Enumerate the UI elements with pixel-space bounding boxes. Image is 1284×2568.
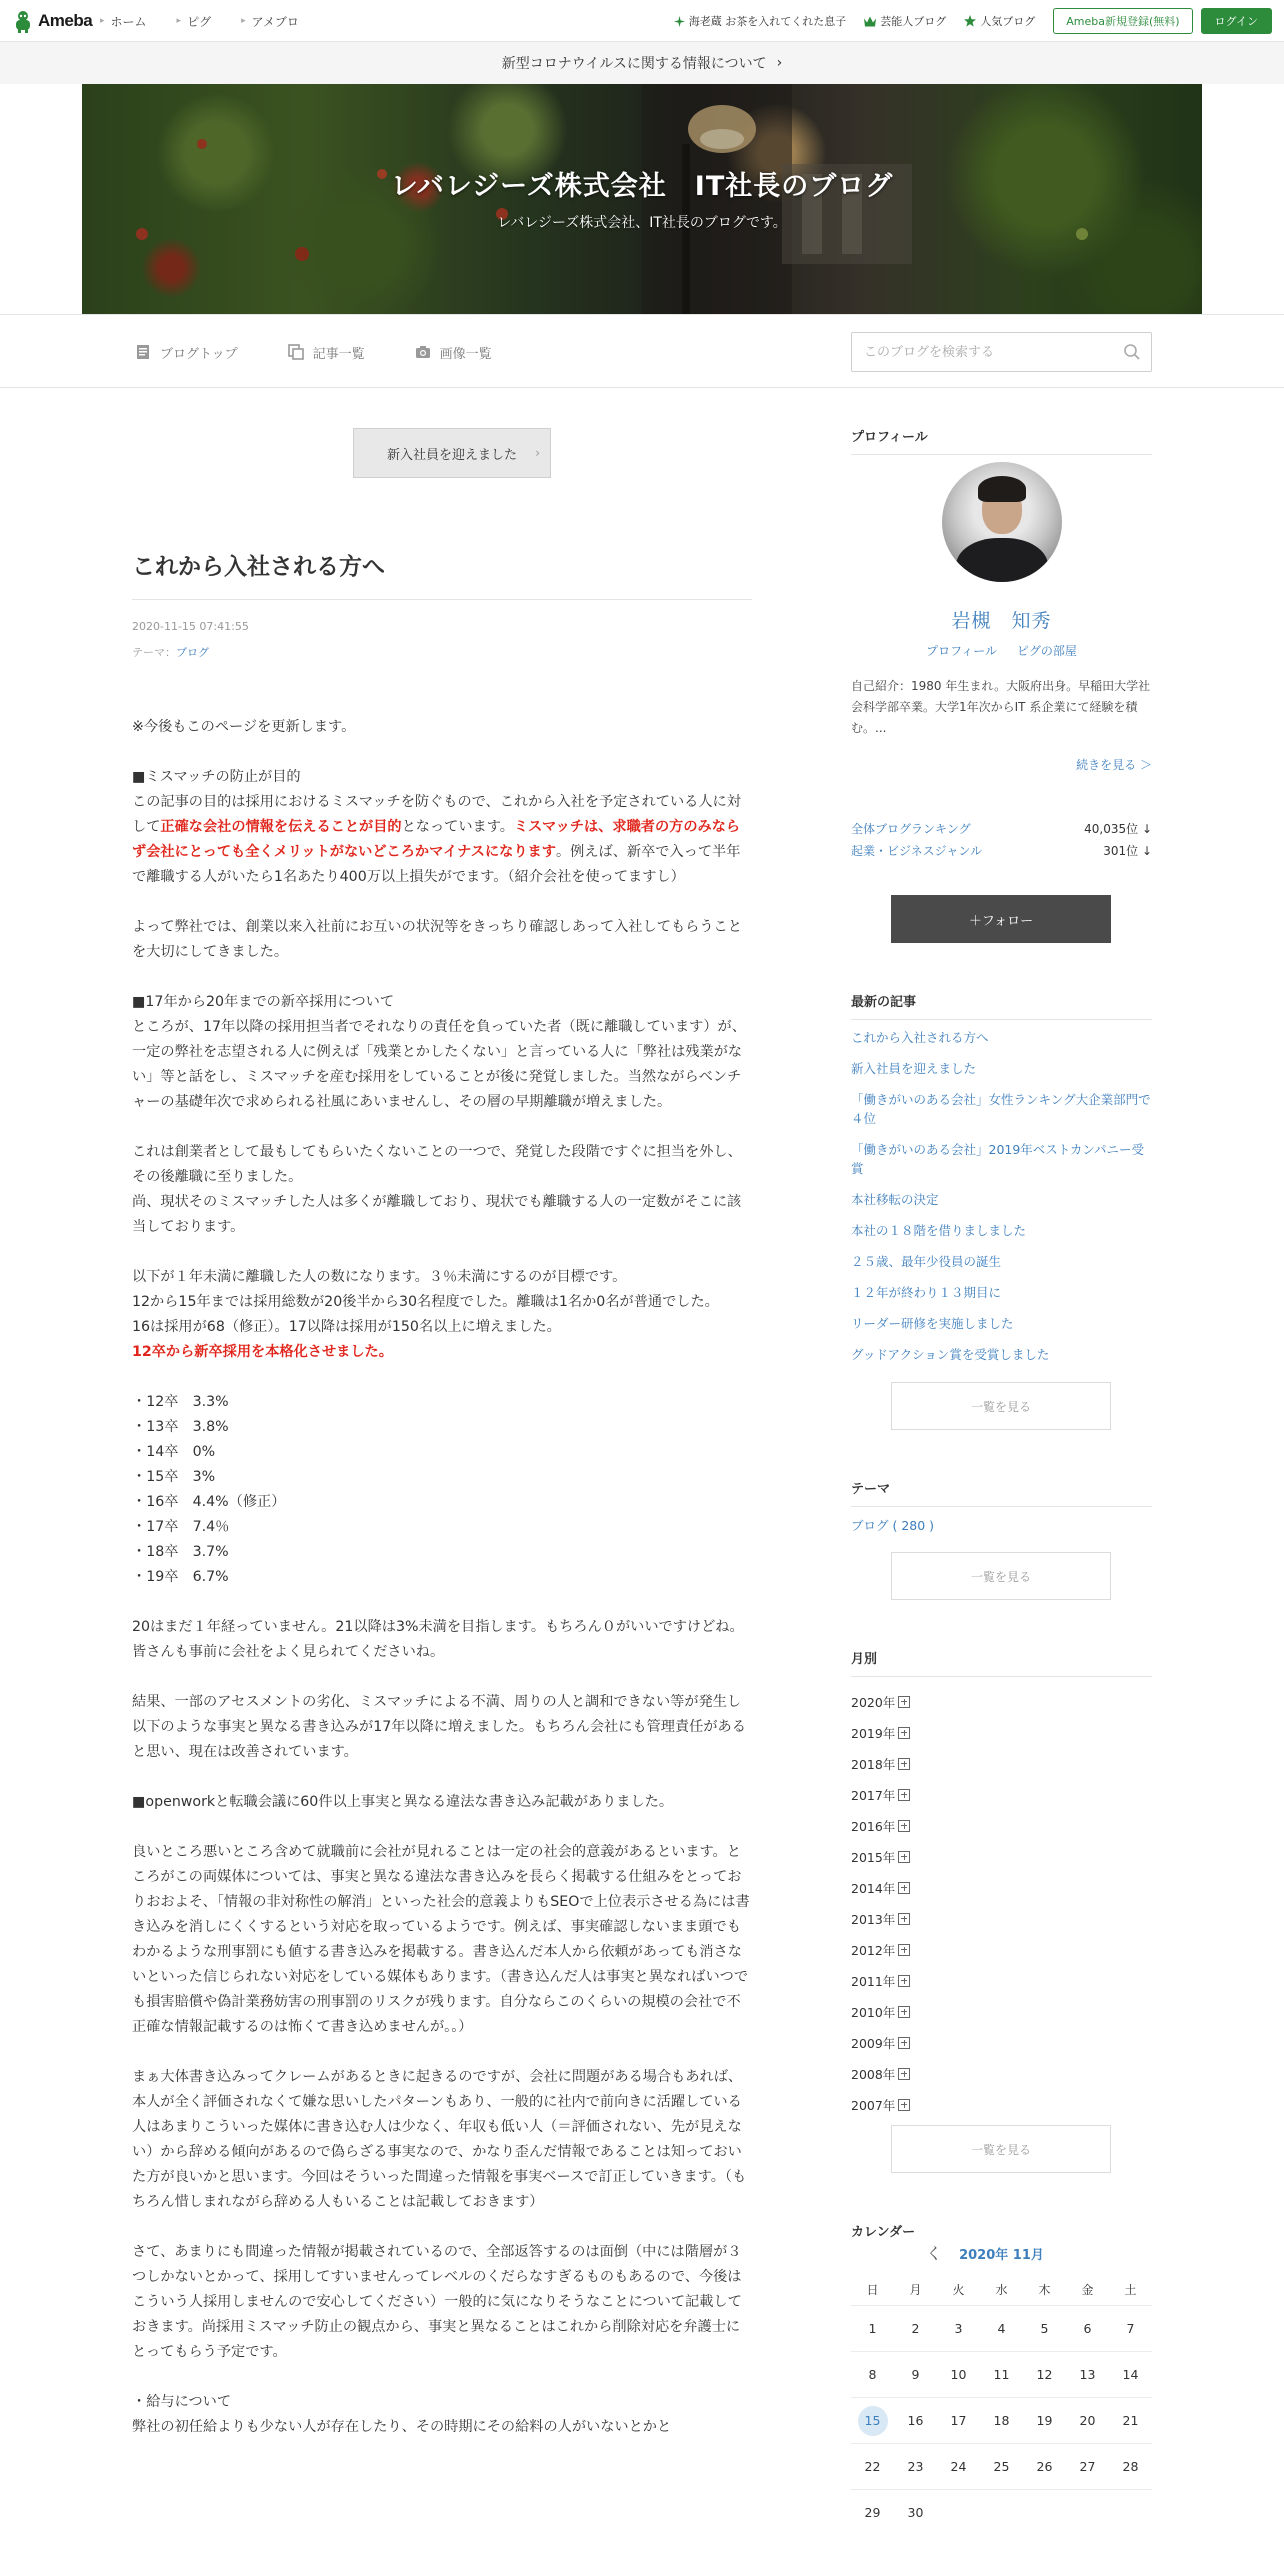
rate-item: ・13卒 3.8%	[132, 1419, 229, 1435]
month-label: 2013年	[851, 1911, 896, 1927]
month-label: 2015年	[851, 1849, 896, 1865]
article-theme-link[interactable]: ブログ	[176, 646, 209, 659]
today-marker: 15	[858, 2406, 888, 2436]
chevron-right-icon: ▸	[241, 16, 246, 26]
month-item[interactable]	[851, 1903, 1152, 1934]
related-article-button[interactable]	[353, 428, 551, 478]
weekday-label: 日	[866, 2282, 879, 2297]
blog-title[interactable]: レバレジーズ株式会社 IT社長のブログ	[390, 171, 894, 202]
paragraph: よって弊社では、創業以来入社前にお互いの状況等をきっちり確認しあって入社してもらうことを大切にしてきました。	[132, 919, 742, 960]
paragraph: ところが、17年以降の採用担当者でそれなりの責任を負っていた者（既に離職しています）が、一定の弊社を志望される人に例えば「残業とかしたくない」と言っている人に「弊社は残業がない」等と話をし、ミスマッチを産む採用をしていることが後に発覚しました。当然ながらベンチャーの基礎年次で求められる社風にあいませんし、その層の早期離職が増えました。	[132, 1019, 746, 1110]
month-item[interactable]	[851, 2058, 1152, 2089]
blank-line	[132, 2215, 752, 2240]
calendar-day: 11	[993, 2367, 1010, 2382]
calendar-day: 5	[1040, 2321, 1049, 2336]
calendar-day: 3	[954, 2321, 963, 2336]
blank-line	[132, 1240, 752, 1265]
nav-home[interactable]	[100, 13, 147, 30]
ranking-label: 起業・ビジネスジャンル	[851, 844, 983, 858]
rate-item: ・12卒 3.3%	[132, 1394, 229, 1410]
camera-icon	[415, 344, 431, 360]
calendar-day: 27	[1079, 2459, 1096, 2474]
profile-heading: プロフィール	[851, 426, 1152, 455]
read-more-link[interactable]: 続きを見る ＞	[1076, 758, 1152, 772]
calendar-day: 17	[950, 2413, 967, 2428]
calendar-day: 10	[950, 2367, 967, 2382]
paragraph: まぁ大体書き込みってクレームがあるときに起きるのですが、会社に問題がある場合もあれば、本人が全く評価されなくて嫌な思いしたパターンもあり、一般的に社内で前向きに活躍している人はあまりこういった媒体に書き込む人は少なく、年収も低い人（＝評価されない、先が見えない）から辞める傾向があるので偽らざる事実なので、かなり歪んだ情報であることは知っておいた方が良いかと思います。今回はそういった間違った情報を事実ベースで訂正していきます。（もちろん惜しまれながら辞める人もいることは記載しておきます）	[132, 2069, 747, 2210]
profile-links	[851, 642, 1152, 659]
trending-link[interactable]	[674, 13, 847, 29]
month-label: 2019年	[851, 1725, 896, 1741]
calendar-weekday-row	[851, 2273, 1152, 2306]
month-item[interactable]	[851, 1686, 1152, 1717]
highlighted-text: 正確な会社の情報を伝えることが目的	[160, 819, 402, 835]
month-item[interactable]	[851, 2027, 1152, 2058]
paragraph: 以下が１年未満に離職した人の数になります。３％未満にするのが目標です。	[132, 1269, 627, 1285]
blank-line	[132, 965, 752, 990]
rate-item: ・18卒 3.7%	[132, 1544, 229, 1560]
nav-pigg-label: ピグ	[187, 14, 212, 29]
document-icon	[135, 344, 151, 360]
calendar-month: 2020年 11月	[959, 2247, 1044, 2263]
month-item[interactable]	[851, 1841, 1152, 1872]
text: 。例えば、新卒で入って半年で離職する人がいたら1名あたり400万以上損失がでます。（紹介会社を使ってますし）	[132, 844, 741, 885]
recent-article-link[interactable]: グッドアクション賞を受賞しました	[851, 1347, 1050, 1362]
calendar-heading: カレンダー	[851, 2225, 916, 2240]
paragraph: 尚、現状そのミスマッチした人は多くが離職しており、現状でも離職する人の一定数がそこに該当しております。	[132, 1194, 742, 1235]
weekday-label: 火	[952, 2282, 965, 2297]
calendar-day	[1023, 2490, 1066, 2535]
month-label: 2016年	[851, 1818, 896, 1834]
ameba-logo[interactable]	[12, 8, 92, 34]
article-date: 2020-11-15 07:41:55	[132, 620, 249, 633]
trending-link-label: 海老蔵 お茶を入れてくれた息子	[688, 15, 847, 28]
expand-icon[interactable]	[898, 2006, 910, 2018]
pig-room-link[interactable]: ピグの部屋	[1016, 644, 1077, 658]
nav-article-list-label: 記事一覧	[312, 346, 365, 362]
expand-icon[interactable]	[898, 1851, 910, 1863]
blog-search	[851, 332, 1152, 372]
weekday-label: 金	[1081, 2282, 1094, 2297]
highlighted-paragraph: 12卒から新卒採用を本格化させました。	[132, 1344, 393, 1360]
nav-article-list[interactable]	[288, 343, 365, 362]
monthly-list-more-button[interactable]: 一覧を見る	[891, 2125, 1111, 2173]
recent-article-link[interactable]: ２５歳、最年少役員の誕生	[851, 1254, 1002, 1269]
blog-nav	[0, 314, 1284, 388]
calendar-day: 18	[993, 2413, 1010, 2428]
ranking-genre[interactable]	[851, 842, 1152, 859]
profile-link[interactable]: プロフィール	[926, 644, 997, 658]
avatar[interactable]	[942, 462, 1062, 582]
expand-icon[interactable]	[898, 1758, 910, 1770]
calendar-day	[980, 2490, 1023, 2535]
recent-article-link[interactable]: 「働きがいのある会社」女性ランキング大企業部門で４位	[851, 1092, 1151, 1126]
header-right	[656, 0, 1272, 42]
text: この記事の目的は採用におけるミスマッチを防ぐもので、これから入社を予定されている人に対して	[132, 794, 741, 835]
recent-article-link[interactable]: 新入社員を迎えました	[851, 1061, 977, 1076]
paragraph: 20はまだ１年経っていません。21以降は3%未満を目指します。もちろん０がいいですけどね。皆さんも事前に会社をよく見られてくださいね。	[132, 1619, 744, 1660]
calendar-week	[851, 2490, 1152, 2535]
month-label: 2018年	[851, 1756, 896, 1772]
expand-icon[interactable]	[898, 2099, 910, 2111]
ranking-label: 全体ブログランキング	[851, 822, 971, 836]
blog-search-input[interactable]	[852, 333, 1112, 371]
ameba-logo-text: Ameba	[38, 11, 93, 30]
expand-icon[interactable]	[898, 1789, 910, 1801]
calendar-week	[851, 2398, 1152, 2444]
month-item[interactable]	[851, 1934, 1152, 1965]
expand-icon[interactable]	[898, 1727, 910, 1739]
ranking-overall[interactable]	[851, 820, 1152, 837]
rate-item: ・19卒 6.7%	[132, 1569, 229, 1585]
monthly-archive-list	[851, 1686, 1152, 2120]
paragraph: 良いところ悪いところ含めて就職前に会社が見れることは一定の社会的意義があるといます。ところがこの両媒体については、事実と異なる違法な書き込みを長らく掲載する仕組みをとっておりおおよそ、「情報の非対称性の解消」といった社会的意義よりもSEOで上位表示させる為には書き込みを消しにくくするという対応を取っているようです。例えば、事実確認しないまま頭でもわかるような刑事罰にも値する書き込みを掲載する。書き込んだ本人から依頼があっても消さないといった信じられない対応をしている媒体もあります。（書き込んだ人は事実と異なればいつでも損害賠償や偽計業務妨害の刑事罰のリスクが残ります。自分ならこのくらいの規模の会社で不正確な情報記載するのは怖くて書き込めませんが。。）	[132, 1844, 750, 2035]
calendar-prev-button[interactable]: く	[926, 2244, 943, 2263]
month-item[interactable]	[851, 1810, 1152, 1841]
follow-button[interactable]: ＋フォロー	[891, 895, 1111, 943]
text: となっています。	[401, 819, 514, 835]
calendar-day: 9	[911, 2367, 920, 2382]
avatar-hair	[978, 476, 1026, 502]
recent-article-link[interactable]: これから入社される方へ	[851, 1030, 989, 1045]
rate-item: ・17卒 7.4％	[132, 1519, 230, 1535]
nav-image-list-label: 画像一覧	[439, 346, 492, 362]
weekday-label: 水	[995, 2282, 1008, 2297]
month-item[interactable]	[851, 1748, 1152, 1779]
global-header	[0, 0, 1284, 42]
month-label: 2008年	[851, 2066, 896, 2082]
calendar-day: 20	[1079, 2413, 1096, 2428]
blank-line	[132, 740, 752, 765]
calendar-day: 22	[864, 2459, 881, 2474]
nav-ameblo[interactable]	[241, 13, 299, 30]
month-label: 2020年	[851, 1694, 896, 1710]
blank-line	[132, 1765, 752, 1790]
expand-icon[interactable]	[898, 2068, 910, 2080]
blank-line	[132, 1115, 752, 1140]
search-icon[interactable]	[1123, 343, 1141, 361]
calendar-day: 14	[1122, 2367, 1139, 2382]
blank-line	[132, 1815, 752, 1840]
paragraph	[132, 790, 752, 890]
expand-icon[interactable]	[898, 1696, 910, 1708]
theme-list-more-button[interactable]: 一覧を見る	[891, 1552, 1111, 1600]
month-item[interactable]	[851, 1996, 1152, 2027]
calendar-day: 26	[1036, 2459, 1053, 2474]
popular-blog-label: 人気ブログ	[980, 15, 1036, 28]
chevron-right-icon: ›	[776, 55, 783, 71]
chevron-right-icon: ▸	[176, 16, 182, 26]
calendar-day: 28	[1122, 2459, 1139, 2474]
article-title[interactable]: これから入社される方へ	[132, 548, 752, 600]
calendar-day: 8	[868, 2367, 877, 2382]
calendar-day	[937, 2490, 980, 2535]
sparkle-icon	[674, 16, 685, 27]
calendar-day: 12	[1036, 2367, 1053, 2382]
calendar-week	[851, 2306, 1152, 2352]
month-label: 2011年	[851, 1973, 896, 1989]
celebrity-blog-label: 芸能人ブログ	[880, 15, 947, 28]
month-label: 2012年	[851, 1942, 896, 1958]
profile-intro: 自己紹介：1980 年生まれ。大阪府出身。早稲田大学社会科学部卒業。大学1年次からIT 系企業にて経験を積む。...	[851, 679, 1151, 735]
nav-blog-top[interactable]	[135, 343, 238, 362]
calendar-week	[851, 2444, 1152, 2490]
register-button[interactable]: Ameba新規登録(無料)	[1053, 8, 1192, 34]
global-nav	[100, 0, 329, 42]
expand-icon[interactable]	[898, 1975, 910, 1987]
recent-article-link[interactable]: １２年が終わり１３期目に	[851, 1285, 1002, 1300]
weekday-label: 木	[1038, 2282, 1051, 2297]
calendar-week	[851, 2352, 1152, 2398]
copy-icon	[288, 344, 304, 360]
calendar-day: 21	[1122, 2413, 1139, 2428]
ranking-value: 40,035位 ↓	[1084, 822, 1152, 836]
section-heading: ■ミスマッチの防止が目的	[132, 769, 301, 785]
rate-item: ・15卒 3%	[132, 1469, 216, 1485]
calendar-day-today[interactable]	[851, 2398, 894, 2443]
month-label: 2009年	[851, 2035, 896, 2051]
blank-line	[132, 1665, 752, 1690]
expand-icon[interactable]	[898, 1882, 910, 1894]
paragraph: これは創業者として最もしてもらいたくないことの一つで、発覚した段階ですぐに担当を外し、その後離職に至りました。	[132, 1144, 742, 1185]
calendar-day: 6	[1083, 2321, 1092, 2336]
nav-blog-top-label: ブログトップ	[160, 346, 238, 362]
chevron-right-icon: ›	[535, 446, 540, 460]
calendar-day: 24	[950, 2459, 967, 2474]
crown-icon	[864, 16, 876, 27]
blank-line	[132, 2365, 752, 2390]
calendar-day: 25	[993, 2459, 1010, 2474]
calendar-day: 4	[997, 2321, 1006, 2336]
month-item[interactable]	[851, 1872, 1152, 1903]
calendar-day: 16	[907, 2413, 924, 2428]
theme-link[interactable]: ブログ ( 280 )	[851, 1518, 935, 1533]
blank-line	[132, 2040, 752, 2065]
paragraph: 16は採用が68（修正）。17以降は採用が150名以上に増えました。	[132, 1319, 561, 1335]
blank-line	[132, 1590, 752, 1615]
rate-item: ・16卒 4.4%（修正）	[132, 1494, 286, 1510]
month-label: 2014年	[851, 1880, 896, 1896]
blank-line	[132, 890, 752, 915]
calendar-day: 7	[1126, 2321, 1135, 2336]
covid-notice-text: 新型コロナウイルスに関する情報について	[501, 56, 767, 72]
recent-articles-list	[851, 1028, 1152, 1376]
profile-name[interactable]: 岩槻 知秀	[951, 610, 1052, 632]
recent-article-link[interactable]: リーダー研修を実施しました	[851, 1316, 1014, 1331]
paragraph: ※今後もこのページを更新します。	[132, 719, 356, 735]
expand-icon[interactable]	[898, 1944, 910, 1956]
nav-image-list[interactable]	[415, 343, 492, 362]
calendar-day: 13	[1079, 2367, 1096, 2382]
recent-article-link[interactable]: 「働きがいのある会社」2019年ベストカンパニー受賞	[851, 1142, 1145, 1176]
login-button[interactable]: ログイン	[1201, 8, 1272, 34]
expand-icon[interactable]	[898, 1913, 910, 1925]
celebrity-blog-link[interactable]	[864, 13, 946, 29]
paragraph: 12から15年までは採用総数が20後半から30名程度でした。離職は1名か0名が普通でした。	[132, 1294, 719, 1310]
avatar-body	[956, 538, 1048, 582]
month-label: 2010年	[851, 2004, 896, 2020]
rate-item: ・14卒 0%	[132, 1444, 216, 1460]
paragraph: さて、あまりにも間違った情報が掲載されているので、全部返答するのは面倒（中には階層が３つしかないとかって、採用してすいませんってレベルのくだらなすぎるものもあるので、今後はこういう人採用しませんので安心してください）一般的に気になりそうなことについて記載しておきます。尚採用ミスマッチ防止の観点から、事実と異なることはこれから削除対応を弁護士にとってもらう予定です。	[132, 2244, 742, 2360]
nav-pigg[interactable]	[177, 13, 212, 30]
calendar-day: 1	[868, 2321, 877, 2336]
ranking-value: 301位 ↓	[1103, 844, 1152, 858]
related-article-label: 新入社員を迎えました	[386, 447, 517, 463]
calendar-day: 30	[907, 2505, 924, 2520]
article-body	[132, 715, 752, 2440]
star-icon	[964, 15, 976, 27]
section-heading: ・給与について	[132, 2394, 232, 2410]
calendar-day	[1066, 2490, 1109, 2535]
month-item[interactable]	[851, 1717, 1152, 1748]
blank-line	[132, 1365, 752, 1390]
expand-icon[interactable]	[898, 2037, 910, 2049]
section-heading: ■openworkと転職会議に60件以上事実と異なる違法な書き込み記載がありました。	[132, 1794, 674, 1810]
ameba-logo-icon	[12, 9, 34, 33]
highlighted-text: ミスマッチは、求職者の方のみならず会社にとっても全くメリットがないどころかマイナスになります	[132, 819, 741, 860]
month-item[interactable]	[851, 2089, 1152, 2120]
calendar-day: 19	[1036, 2413, 1053, 2428]
popular-blog-link[interactable]	[964, 13, 1035, 29]
section-heading: ■17年から20年までの新卒採用について	[132, 994, 395, 1010]
recent-article-link[interactable]: 本社の１８階を借りましました	[851, 1223, 1027, 1238]
article-theme-label: テーマ：	[132, 646, 176, 659]
paragraph: 結果、一部のアセスメントの劣化、ミスマッチによる不満、周りの人と調和できない等が発生し以下のような事実と異なる書き込みが17年以降に増えました。もちろん会社にも管理責任があると思い、現在は改善されています。	[132, 1694, 746, 1760]
recent-articles-heading: 最新の記事	[851, 991, 1152, 1020]
calendar-day: 23	[907, 2459, 924, 2474]
calendar-day: 2	[911, 2321, 920, 2336]
calendar-day: 29	[864, 2505, 881, 2520]
expand-icon[interactable]	[898, 1820, 910, 1832]
chevron-right-icon: ▸	[100, 16, 105, 26]
article-theme	[132, 644, 209, 660]
blog-description: レバレジーズ株式会社、IT社長のブログです。	[497, 215, 787, 231]
nav-home-label: ホーム	[110, 14, 147, 29]
month-item[interactable]	[851, 1779, 1152, 1810]
theme-heading: テーマ	[851, 1478, 1152, 1507]
weekday-label: 土	[1124, 2282, 1137, 2297]
covid-notice-link[interactable]	[0, 42, 1284, 84]
month-label: 2007年	[851, 2097, 896, 2113]
paragraph: 弊社の初任給よりも少ない人が存在したり、その時期にその給料の人がいないとかと	[132, 2419, 672, 2435]
month-label: 2017年	[851, 1787, 896, 1803]
recent-list-more-button[interactable]: 一覧を見る	[891, 1382, 1111, 1430]
weekday-label: 月	[909, 2282, 922, 2297]
month-item[interactable]	[851, 1965, 1152, 1996]
blog-banner	[82, 84, 1202, 314]
nav-ameblo-label: アメブロ	[251, 14, 299, 29]
recent-article-link[interactable]: 本社移転の決定	[851, 1192, 939, 1207]
monthly-heading: 月別	[851, 1648, 1152, 1677]
calendar-grid	[851, 2273, 1152, 2535]
calendar-day	[1109, 2490, 1152, 2535]
